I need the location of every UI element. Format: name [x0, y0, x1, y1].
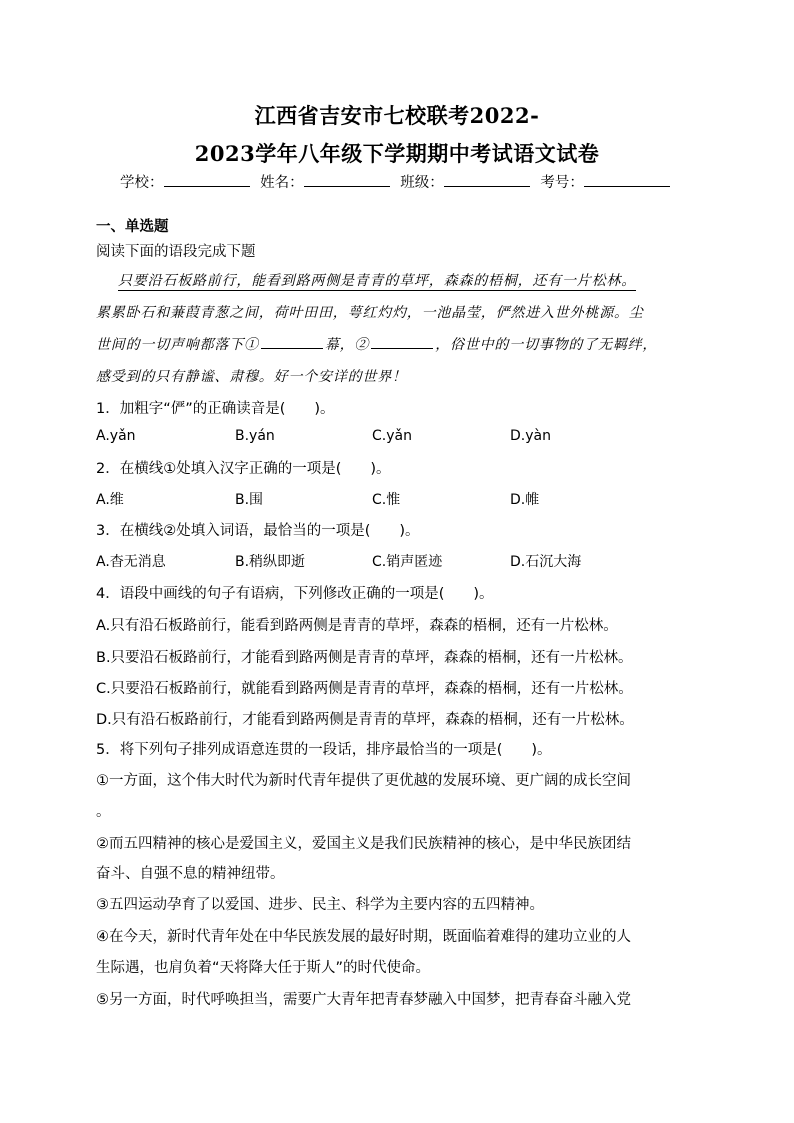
q1-option-d: D.yàn — [510, 428, 551, 444]
section-heading: 一、单选题 — [96, 219, 169, 235]
exam-title-line2: 2023学年八年级下学期期中考试语文试卷 — [194, 141, 600, 166]
q4-option-a: A.只有沿石板路前行，能看到路两侧是青青的草坪，森森的梧桐，还有一片松林。 — [96, 618, 618, 634]
instruction-text: 阅读下面的语段完成下题 — [96, 244, 256, 260]
class-label: 班级： — [400, 175, 444, 191]
underlined-sentence: 只要沿石板路前行，能看到路两侧是青青的草坪，森森的梧桐，还有一片松林。 — [118, 273, 636, 289]
q4-option-d: D.只有沿石板路前行，才能看到路两侧是青青的草坪，森森的梧桐，还有一片松林。 — [96, 712, 634, 728]
passage-line-2: 累累卧石和蒹葭青葱之间，荷叶田田，萼红灼灼，一池晶莹，俨然进入世外桃源。尘 — [96, 305, 644, 321]
blank-1 — [261, 336, 323, 349]
q3-option-b: B.稍纵即逝 — [235, 554, 306, 570]
q3-option-d: D.石沉大海 — [510, 554, 582, 570]
passage-line-3-part2: 幕，② — [324, 337, 370, 353]
name-label: 姓名： — [260, 175, 304, 191]
q1-option-c: C.yǎn — [372, 428, 412, 444]
q5-sentence-2-cont: 奋斗、自强不息的精神纽带。 — [96, 866, 285, 882]
q2-option-c: C.惟 — [372, 492, 401, 508]
q2-option-a: A.维 — [96, 492, 124, 508]
q5-sentence-2: ②而五四精神的核心是爱国主义，爱国主义是我们民族精神的核心，是中华民族团结 — [96, 836, 631, 852]
student-info-row — [120, 171, 680, 192]
q3-option-a: A.杳无消息 — [96, 554, 166, 570]
passage-line-1 — [118, 270, 636, 290]
number-label: 考号： — [540, 175, 584, 191]
q2-option-b: B.围 — [235, 492, 264, 508]
q2-option-d: D.帷 — [510, 492, 540, 508]
q5-sentence-1: ①一方面，这个伟大时代为新时代青年提供了更优越的发展环境、更广阔的成长空间 — [96, 773, 631, 789]
q1-option-a: A.yǎn — [96, 428, 136, 444]
q1-option-b: B.yán — [235, 428, 275, 444]
q5-sentence-3: ③五四运动孕育了以爱国、进步、民主、科学为主要内容的五四精神。 — [96, 897, 544, 913]
exam-title-line1: 江西省吉安市七校联考2022- — [254, 103, 540, 128]
school-label: 学校： — [120, 175, 164, 191]
question-4-stem: 4．语段中画线的句子有语病，下列修改正确的一项是( )。 — [96, 586, 494, 602]
passage-line-3 — [96, 334, 657, 354]
q5-sentence-5: ⑤另一方面，时代呼唤担当，需要广大青年把青春梦融入中国梦，把青春奋斗融入党 — [96, 992, 631, 1008]
question-5-stem: 5．将下列句子排列成语意连贯的一段话，排序最恰当的一项是( )。 — [96, 742, 552, 758]
class-blank — [444, 172, 530, 187]
q4-option-c: C.只要沿石板路前行，就能看到路两侧是青青的草坪，森森的梧桐，还有一片松林。 — [96, 681, 633, 697]
q5-sentence-1-cont: 。 — [96, 804, 111, 820]
q5-sentence-4-cont: 生际遇，也肩负着“天将降大任于斯人”的时代使命。 — [96, 960, 431, 976]
q3-option-c: C.销声匿迹 — [372, 554, 443, 570]
passage-line-3-part3: ，俗世中的一切事物的了无羁绊， — [435, 337, 658, 353]
passage-line-3-part1: 世间的一切声响都落下① — [96, 337, 259, 353]
blank-2 — [371, 336, 433, 349]
question-3-stem: 3．在横线②处填入词语，最恰当的一项是( )。 — [96, 523, 420, 539]
q5-sentence-4: ④在今天，新时代青年处在中华民族发展的最好时期，既面临着难得的建功立业的人 — [96, 929, 631, 945]
school-blank — [164, 172, 250, 187]
passage-line-4: 感受到的只有静谧、肃穆。好一个安详的世界！ — [96, 369, 407, 385]
question-1-stem: 1．加粗字“俨”的正确读音是( )。 — [96, 401, 335, 417]
q4-option-b: B.只要沿石板路前行，才能看到路两侧是青青的草坪，森森的梧桐，还有一片松林。 — [96, 650, 633, 666]
name-blank — [304, 172, 390, 187]
number-blank — [584, 172, 670, 187]
question-2-stem: 2．在横线①处填入汉字正确的一项是( )。 — [96, 461, 391, 477]
